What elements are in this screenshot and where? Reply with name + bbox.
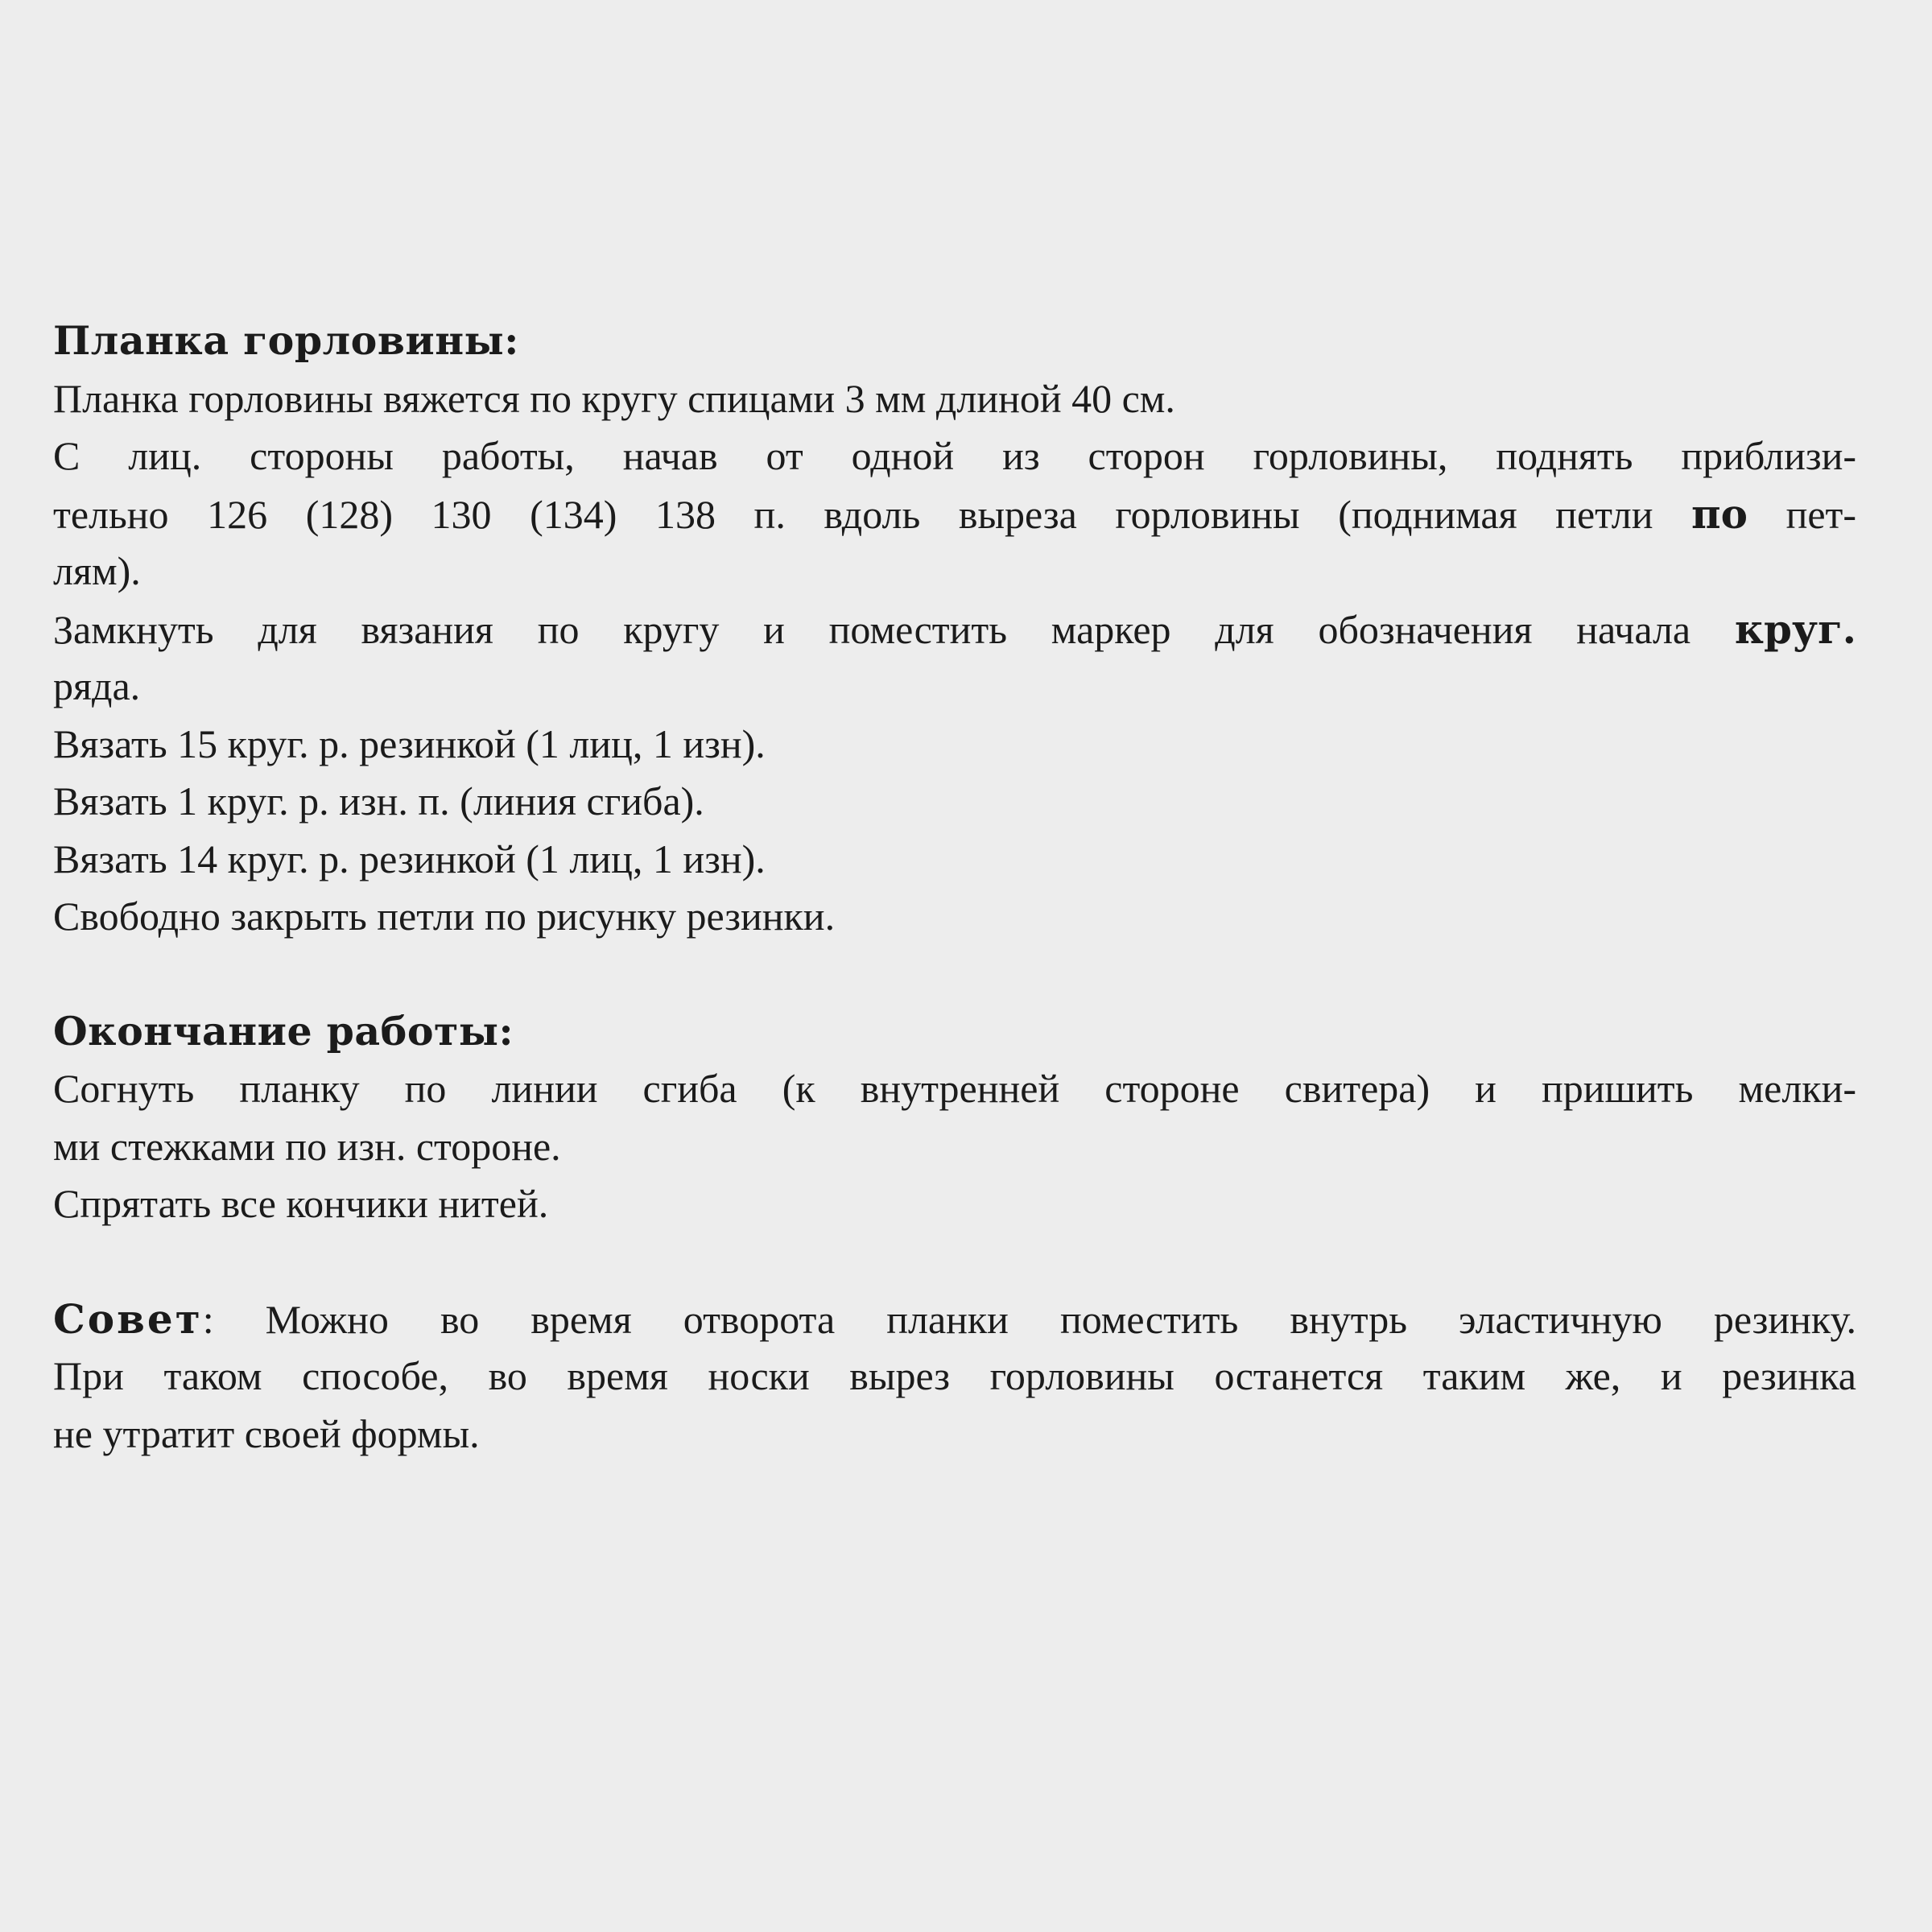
paragraph-line: лям). [53,548,141,593]
bold-word: по [1691,489,1748,538]
paragraph-line: Планка горловины вяжется по кругу спицами 3 мм длиной 40 см. [53,375,1175,421]
paragraph-line: не утратит своей формы. [53,1410,480,1456]
neckband-heading: Планка горловины: [53,317,519,364]
tip-line [53,1290,1856,1348]
tip-section [53,1290,1856,1463]
line-text: тельно 126 (128) 130 (134) 138 п. вдоль выреза горловины (поднимая петли [53,491,1653,537]
neckband-section [53,312,1856,946]
paragraph-line [53,601,1856,658]
paragraph-line: Согнуть планку по линии сгиба (к внутренней стороне свитера) и пришить мелки- [53,1066,1856,1111]
tip-label: Совет [53,1294,203,1343]
paragraph-line: Спрятать все кончики нитей. [53,1181,549,1226]
paragraph-line: Вязать 14 круг. р. резинкой (1 лиц, 1 изн). [53,836,766,881]
finishing-section [53,1003,1856,1233]
paragraph-line: ми стежками по изн. стороне. [53,1123,561,1169]
document-body [53,312,1856,1463]
tip-text: : Можно во время отворота планки поместить внутрь эластичную резинку. [202,1296,1856,1342]
finishing-heading: Окончание работы: [53,1007,514,1055]
paragraph-line: При таком способе, во время носки вырез горловины останется таким же, и резинка [53,1353,1856,1398]
paragraph-line: Вязать 15 круг. р. резинкой (1 лиц, 1 изн). [53,720,766,766]
paragraph-line: С лиц. стороны работы, начав от одной из сторон горловины, поднять приблизи- [53,433,1856,478]
line-text: пет- [1785,491,1857,537]
paragraph-line: Вязать 1 круг. р. изн. п. (линия сгиба). [53,778,704,824]
paragraph-line: Свободно закрыть петли по рисунку резинки. [53,894,836,939]
paragraph-line [53,485,1856,543]
paragraph-line: ряда. [53,663,141,708]
line-text: Замкнуть для вязания по кругу и поместить маркер для обозначения начала [53,606,1691,652]
bold-word: круг. [1734,605,1857,653]
